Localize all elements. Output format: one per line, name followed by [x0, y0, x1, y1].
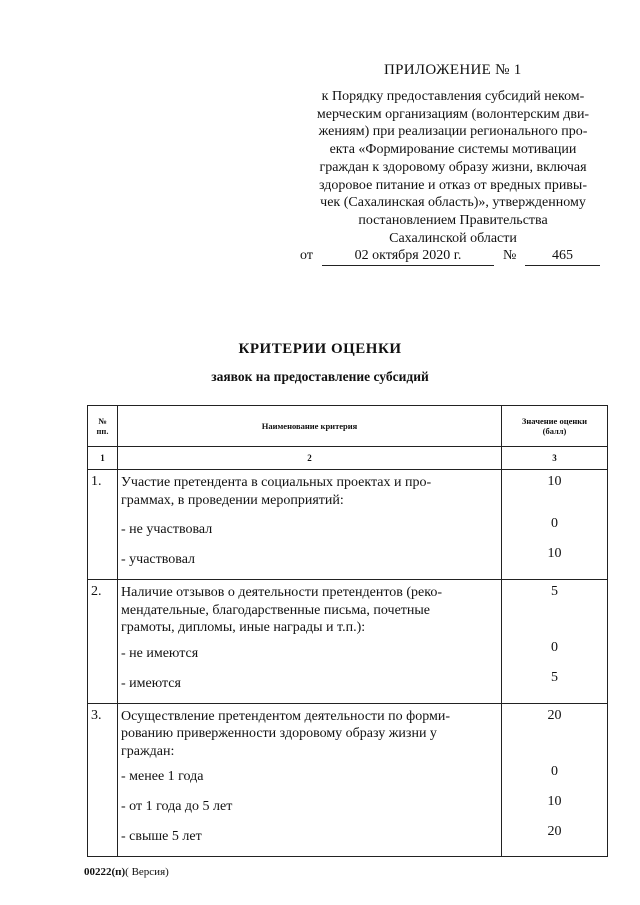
appendix-line: жениям) при реализации регионального про- [318, 124, 588, 140]
criterion-title-line: Осуществление претендентом деятельности по форми- [121, 708, 451, 724]
table-row [88, 580, 608, 704]
max-score: 20 [547, 707, 562, 723]
appendix-line: к Порядку предоставления субсидий неком- [321, 89, 585, 104]
header-number [88, 406, 118, 447]
document-version: ( Версия) [125, 866, 169, 878]
max-score: 10 [547, 474, 562, 489]
column-number: 1 [88, 447, 118, 470]
appendix-line: екта «Формирование системы мотивации [329, 142, 577, 158]
criterion-title [121, 584, 497, 637]
option-score: 5 [551, 670, 558, 685]
appendix-line: чек (Сахалинская область)», утвержденному [320, 195, 586, 211]
option-label: - менее 1 года [121, 769, 204, 784]
appendix-line: мерческим организациям (волонтерским дви- [316, 106, 590, 122]
option-label: - от 1 года до 5 лет [121, 799, 233, 814]
page-subtitle: заявок на предоставление субсидий [211, 369, 429, 384]
criterion-number: 1. [88, 470, 118, 580]
header-number-line: № [98, 416, 107, 426]
table-row [88, 470, 608, 580]
criterion-title-line: рованию приверженности здоровому образу жизни у [121, 726, 437, 741]
header-number-line: пп. [96, 426, 109, 436]
table-header-row [88, 406, 608, 447]
criterion-title-line: мендательные, благодарственные письма, почетные [121, 602, 431, 618]
criterion-title [121, 708, 497, 761]
header-criterion: Наименование критерия [118, 406, 502, 447]
criterion-name [118, 703, 502, 857]
appendix-title: ПРИЛОЖЕНИЕ № 1 [384, 62, 522, 78]
max-score: 5 [551, 584, 558, 599]
option-label: - не имеются [121, 645, 199, 661]
criterion-number: 2. [88, 580, 118, 704]
column-number: 3 [502, 447, 608, 470]
criterion-values [502, 470, 608, 580]
column-number: 2 [118, 447, 502, 470]
document-footer [84, 866, 169, 878]
option-score: 0 [551, 640, 558, 655]
criterion-title [121, 474, 497, 509]
appendix-reference [298, 88, 608, 247]
option-score: 10 [547, 793, 562, 809]
criterion-title-line: Участие претендента в социальных проектах и про- [121, 475, 432, 490]
criteria-table [87, 405, 608, 857]
number-label: № [503, 248, 517, 263]
header-value-line: Значение оценки [521, 416, 588, 426]
table-row [88, 703, 608, 857]
option-label: - участвовал [121, 552, 196, 567]
option-label: - имеются [121, 675, 181, 691]
criterion-name [118, 470, 502, 580]
appendix-line: здоровое питание и отказ от вредных привы- [318, 177, 587, 193]
page-title: КРИТЕРИИ ОЦЕНКИ [238, 341, 402, 357]
option-label: - свыше 5 лет [121, 829, 202, 844]
document-code: 00222(п) [84, 866, 126, 878]
criterion-values [502, 580, 608, 704]
appendix-line: постановлением Правительства [358, 212, 548, 228]
option-score: 20 [547, 823, 562, 839]
appendix-line: Сахалинской области [389, 230, 517, 246]
from-label: от [300, 248, 313, 263]
resolution-number: 465 [525, 248, 600, 266]
criterion-name [118, 580, 502, 704]
header-value [502, 406, 608, 447]
option-score: 0 [551, 763, 558, 779]
resolution-date: 02 октября 2020 г. [322, 248, 494, 266]
criterion-title-line: грамоты, дипломы, иные награды и т.п.): [121, 620, 366, 635]
criterion-values [502, 703, 608, 857]
option-score: 0 [551, 516, 558, 531]
criterion-title-line: граммах, в проведении мероприятий: [121, 492, 344, 508]
header-value-line: (балл) [542, 426, 567, 436]
appendix-line: граждан к здоровому образу жизни, включая [319, 159, 587, 175]
option-score: 10 [547, 546, 562, 561]
criterion-title-line: граждан: [121, 743, 175, 759]
criterion-number: 3. [88, 703, 118, 857]
option-label: - не участвовал [121, 522, 213, 537]
criterion-title-line: Наличие отзывов о деятельности претендентов (реко- [121, 585, 443, 600]
resolution-dateline [300, 248, 605, 268]
